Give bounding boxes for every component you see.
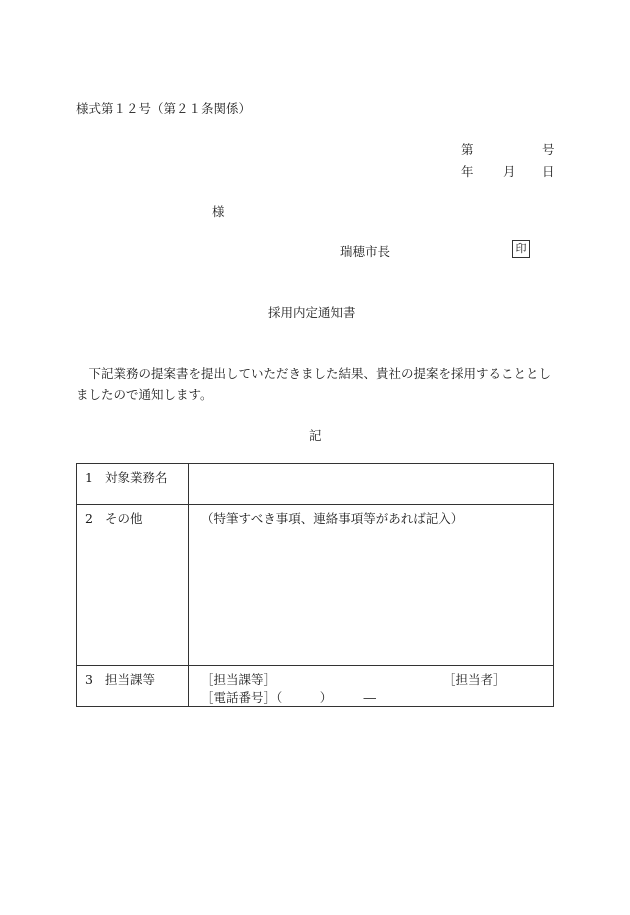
document-number-suffix: 号: [542, 142, 555, 157]
form-number: 様式第１２号（第２１条関係）: [76, 101, 252, 116]
document-number-prefix: 第: [461, 142, 474, 157]
table-row: [77, 666, 554, 707]
seal-stamp: 印: [512, 240, 530, 258]
addressee-honorific: 様: [212, 204, 225, 219]
details-table: [76, 463, 554, 707]
date-month-label: 月: [503, 164, 516, 179]
row-label-cell: [77, 505, 189, 666]
row-number: 2: [85, 511, 93, 526]
issuer-name: 瑞穂市長: [340, 244, 391, 259]
row-content: （特筆すべき事項、連絡事項等があれば記入）: [201, 511, 464, 526]
row-number: 3: [85, 672, 93, 687]
table-row: [77, 505, 554, 666]
row-label-cell: [77, 666, 189, 707]
other-notes-field[interactable]: [189, 505, 554, 666]
target-business-name-field[interactable]: [189, 464, 554, 505]
contact-field[interactable]: [189, 666, 554, 707]
ki-heading: 記: [309, 428, 322, 443]
date-day-label: 日: [542, 164, 555, 179]
row-label: 担当課等: [105, 672, 156, 687]
table-row: [77, 464, 554, 505]
person-label: ［担当者］: [443, 672, 506, 687]
row-content: [189, 464, 553, 468]
row-label: 対象業務名: [105, 470, 168, 485]
body-paragraph: 下記業務の提案書を提出していただきました結果、貴社の提案を採用することとしましたので通知します。: [76, 366, 552, 402]
date-year-label: 年: [461, 164, 474, 179]
section-label: ［担当課等］: [201, 672, 277, 687]
row-label: その他: [105, 511, 143, 526]
row-number: 1: [85, 470, 93, 485]
row-label-cell: [77, 464, 189, 505]
phone-label: ［電話番号］（ ） ―: [201, 690, 377, 705]
document-title: 採用内定通知書: [268, 305, 356, 320]
